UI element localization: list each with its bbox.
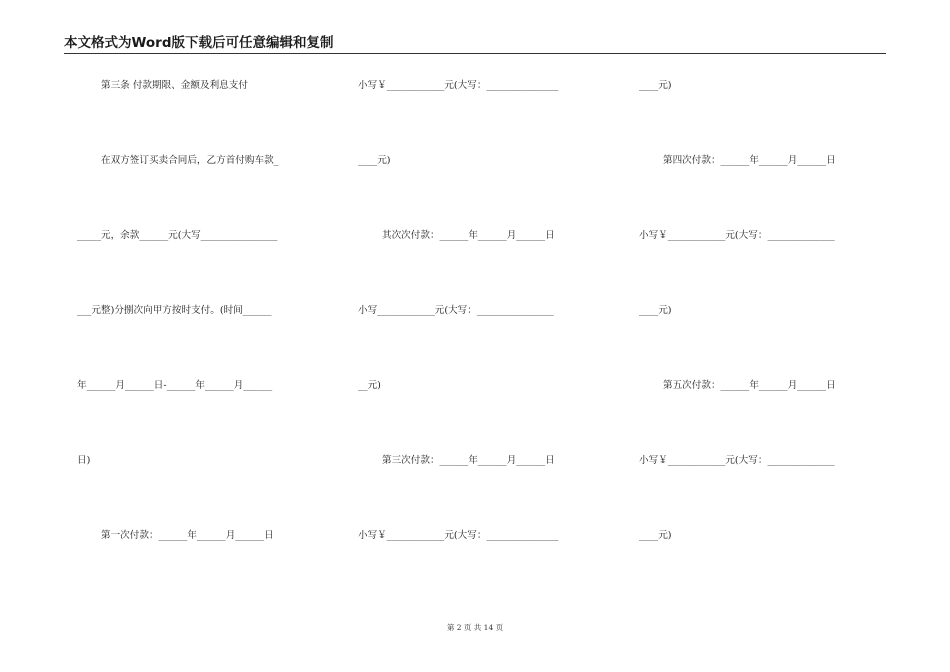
text-line: ____元): [639, 530, 672, 541]
amount-line: 小写￥____________元(大写：_______________: [358, 80, 559, 91]
text-line: 在双方签订买卖合同后，乙方首付购车款_: [101, 155, 279, 166]
text-line: ____元): [639, 305, 672, 316]
amount-line: 小写￥____________元(大写：_______________: [358, 530, 559, 541]
text-line: ____元): [639, 80, 672, 91]
text-line: ___元整)分捌次向甲方按时支付。(时间______: [77, 305, 272, 316]
payment-line: 第一次付款：______年______月______日: [101, 530, 274, 541]
text-line: __元): [358, 380, 381, 391]
amount-line: 小写____________元(大写：________________: [358, 305, 554, 316]
text-line: ____元): [358, 155, 391, 166]
page-footer: 第 2 页 共 14 页: [446, 623, 504, 632]
amount-line: 小写￥____________元(大写：______________: [639, 230, 835, 241]
amount-line: 小写￥____________元(大写：______________: [639, 455, 835, 466]
text-line: 年______月______日-______年______月______: [77, 380, 273, 391]
text-line: _____元，余款______元(大写________________: [77, 230, 278, 241]
payment-line: 第四次付款：______年______月______日: [663, 155, 836, 166]
document-header: [64, 34, 886, 54]
article-heading: 第三条 付款期限、金额及利息支付: [101, 80, 248, 91]
header-title: 本文格式为Word版下载后可任意编辑和复制: [64, 35, 334, 51]
payment-line: 其次次付款：______年______月______日: [382, 230, 555, 241]
payment-line: 第五次付款：______年______月______日: [663, 380, 836, 391]
text-line: 日): [77, 455, 91, 466]
payment-line: 第三次付款：______年______月______日: [382, 455, 555, 466]
